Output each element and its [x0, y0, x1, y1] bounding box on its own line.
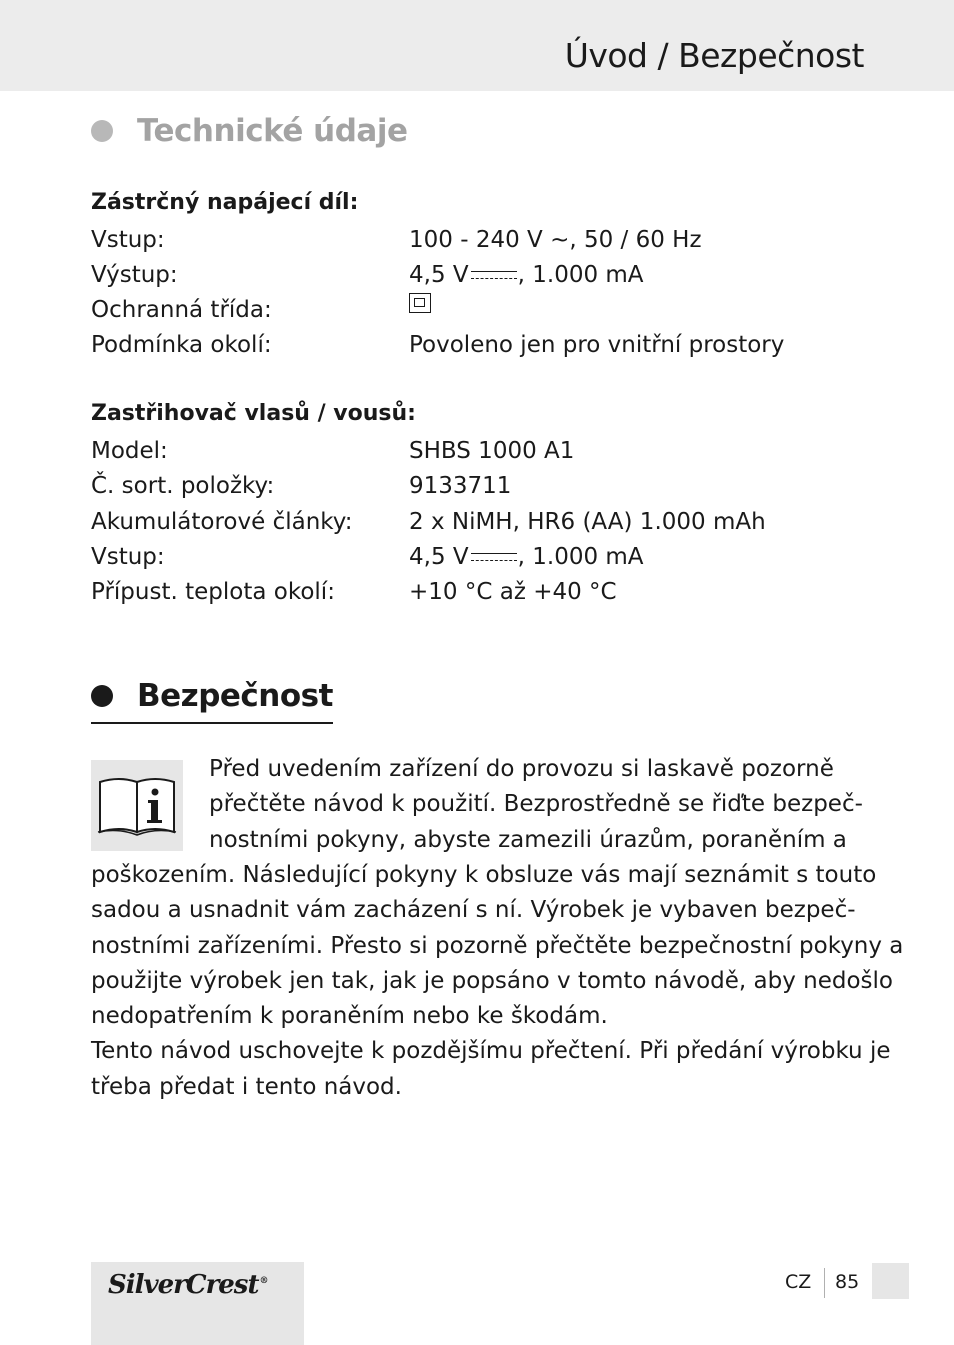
body-text-line: nostními pokyny, abyste zamezili úrazům, poraněním a — [209, 827, 847, 853]
spec-label: Akumulátorové články: — [91, 509, 353, 535]
spec-value: Povoleno jen pro vnitřní prostory — [409, 332, 785, 358]
spec-label: Model: — [91, 438, 168, 464]
brand-logo: SilverCrest® — [108, 1270, 268, 1300]
protection-class-ii-icon — [409, 293, 431, 313]
spec-label: Vstup: — [91, 544, 165, 570]
spec-value: 4,5 V , 1.000 mA — [409, 544, 644, 570]
body-text-line: nedopatřením k poraněním nebo ke škodám. — [91, 1003, 608, 1029]
bullet-icon — [91, 120, 113, 142]
body-text-line: použijte výrobek jen tak, jak je popsáno v tomto návodě, aby nedošlo — [91, 968, 893, 994]
body-text-line: třeba předat i tento návod. — [91, 1074, 402, 1100]
page-title: Úvod / Bezpečnost — [564, 36, 864, 75]
section-title: Technické údaje — [137, 113, 408, 149]
brand-logo-box — [91, 1262, 304, 1345]
spec-row — [91, 223, 871, 258]
dc-current-icon — [471, 551, 517, 565]
spec-row — [91, 540, 871, 575]
power-supply-title: Zástrčný napájecí díl: — [91, 190, 359, 215]
divider — [824, 1268, 825, 1298]
spec-row — [91, 328, 871, 363]
spec-value: 2 x NiMH, HR6 (AA) 1.000 mAh — [409, 509, 766, 535]
spec-label: Podmínka okolí: — [91, 332, 272, 358]
body-text-line: poškozením. Následující pokyny k obsluze vás mají seznámit s touto — [91, 862, 877, 888]
spec-value — [409, 293, 431, 313]
spec-value: 9133711 — [409, 473, 512, 499]
body-text-line: Před uvedením zařízení do provozu si laskavě pozorně — [209, 756, 834, 782]
body-text-line: přečtěte návod k použití. Bezprostředně se řiďte bezpeč- — [209, 791, 863, 817]
section-heading-technical — [91, 113, 408, 149]
spec-value: 100 - 240 V ~, 50 / 60 Hz — [409, 227, 702, 253]
spec-row — [91, 434, 871, 469]
spec-row — [91, 293, 871, 328]
spec-value: SHBS 1000 A1 — [409, 438, 575, 464]
spec-value: +10 °C až +40 °C — [409, 579, 617, 605]
dc-current-icon — [471, 269, 517, 283]
section-heading-safety — [91, 678, 333, 724]
manual-info-icon — [91, 760, 183, 851]
body-text-line: sadou a usnadnit vám zacházení s ní. Výrobek je vybaven bezpeč- — [91, 897, 856, 923]
page-number: 85 — [835, 1271, 860, 1293]
section-title: Bezpečnost — [137, 678, 333, 714]
spec-label: Přípust. teplota okolí: — [91, 579, 335, 605]
bullet-icon — [91, 685, 113, 707]
spec-label: Č. sort. položky: — [91, 473, 275, 499]
body-text-line: Tento návod uschovejte k pozdějšímu přečtení. Při předání výrobku je — [91, 1038, 891, 1064]
page-tab — [872, 1263, 909, 1299]
body-text-line: nostními zařízeními. Přesto si pozorně přečtěte bezpečnostní pokyny a — [91, 933, 904, 959]
spec-label: Vstup: — [91, 227, 165, 253]
spec-row — [91, 469, 871, 504]
spec-row — [91, 575, 871, 610]
spec-label: Ochranná třída: — [91, 297, 272, 323]
language-code: CZ — [785, 1271, 812, 1293]
trimmer-title: Zastřihovač vlasů / vousů: — [91, 401, 416, 426]
spec-row — [91, 505, 871, 540]
spec-value: 4,5 V , 1.000 mA — [409, 262, 644, 288]
spec-row — [91, 258, 871, 293]
spec-label: Výstup: — [91, 262, 178, 288]
